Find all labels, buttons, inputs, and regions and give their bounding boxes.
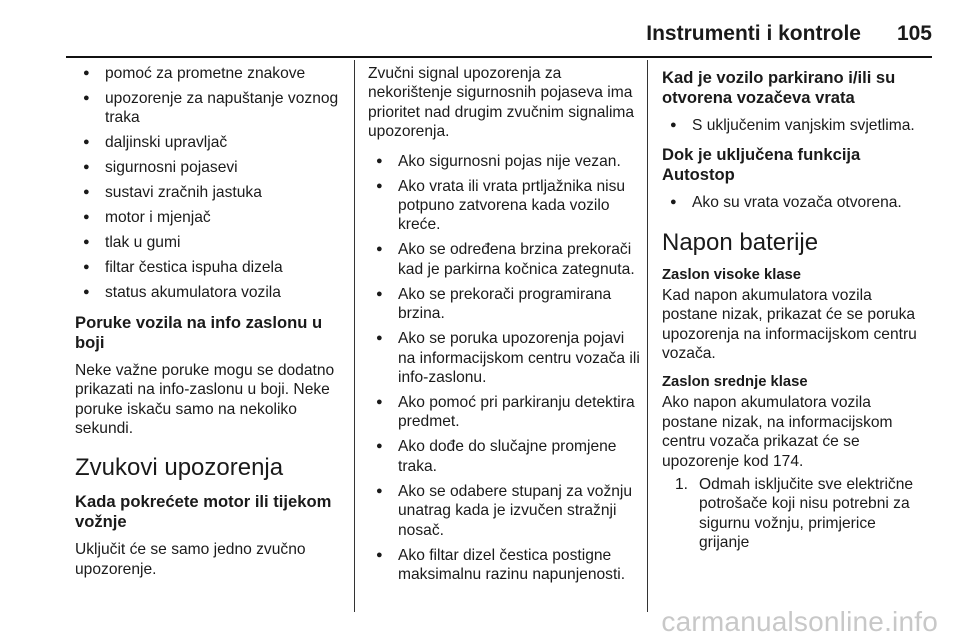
list-item: ● upozorenje za napuštanje voznog traka <box>75 89 347 128</box>
list-item: ● Ako su vrata vozača otvorena. <box>662 193 930 212</box>
list-item: ● Ako dođe do slučajne promjene traka. <box>368 437 640 476</box>
list-item: ● Ako se prekorači programirana brzina. <box>368 285 640 324</box>
list-item: ● Ako filtar dizel čestica postigne maksimalnu razinu napunjenosti. <box>368 546 640 585</box>
list-item: ● sustavi zračnih jastuka <box>75 183 347 202</box>
column-2 <box>368 64 640 590</box>
list-item: ● Ako sigurnosni pojas nije vezan. <box>368 152 640 171</box>
page-number: 105 <box>896 22 932 45</box>
col3-bullet-list-1 <box>662 116 930 135</box>
paragraph: Uključit će se samo jedno zvučno upozorenje. <box>75 541 306 578</box>
list-item: ● status akumulatora vozila <box>75 283 347 302</box>
list-item: ● sigurnosni pojasevi <box>75 158 347 177</box>
subheading-high-level-display: Zaslon visoke klase <box>662 266 802 283</box>
heading-parked: Kad je vozilo parkirano i/ili su otvorena vozačeva vrata <box>662 68 896 107</box>
column-1 <box>75 64 347 589</box>
heading-engine-start: Kada pokrećete motor ili tijekom vožnje <box>75 492 332 532</box>
col2-bullet-list <box>368 152 640 585</box>
step-text: Odmah isključite sve električne potrošače koji nisu potrebni za sigurnu vožnju, primjerice grijanje <box>699 476 914 552</box>
step-item <box>675 475 930 553</box>
list-item: ● motor i mjenjač <box>75 208 347 227</box>
list-item: ● S uključenim vanjskim svjetlima. <box>662 116 930 135</box>
page-header <box>646 14 932 54</box>
col1-bullet-list <box>75 64 347 303</box>
list-item: ● Ako vrata ili vrata prtljažnika nisu potpuno zatvorena kada vozilo kreće. <box>368 177 640 235</box>
section-title-warning-chimes: Zvukovi upozorenja <box>75 454 284 482</box>
col3-bullet-list-2 <box>662 193 930 212</box>
list-item: ● Ako se odabere stupanj za vožnju unatrag kada je izvučen stražnji nosač. <box>368 482 640 540</box>
step-number: 1. <box>675 476 689 494</box>
column-3 <box>662 64 930 553</box>
list-item: ● filtar čestica ispuha dizela <box>75 258 347 277</box>
column-divider-2 <box>647 60 648 612</box>
paragraph: Ako napon akumulatora vozila postane nizak, na informacijskom centru vozača prikazat će se upozorenje kod 174. <box>662 394 893 470</box>
list-item: ● Ako se određena brzina prekorači kad je parkirna kočnica zategnuta. <box>368 240 640 279</box>
column-divider-1 <box>354 60 355 612</box>
paragraph: Kad napon akumulatora vozila postane nizak, prikazat će se poruka upozorenja na informacijskom centru vozača. <box>662 286 917 363</box>
heading-vehicle-messages: Poruke vozila na info zaslonu u boji <box>75 312 323 352</box>
list-item: ● Ako pomoć pri parkiranju detektira predmet. <box>368 393 640 432</box>
paragraph: Neke važne poruke mogu se dodatno prikazati na info-zaslonu u boji. Neke poruke iskaču samo na nekoliko sekundi. <box>75 361 335 438</box>
list-item: ● Ako se poruka upozorenja pojavi na informacijskom centru vozača ili info-zaslonu. <box>368 329 640 387</box>
numbered-steps <box>662 475 930 553</box>
list-item: ● tlak u gumi <box>75 233 347 252</box>
heading-autostop: Dok je uključena funkcija Autostop <box>662 145 861 185</box>
list-item: ● pomoć za prometne znakove <box>75 64 347 83</box>
header-rule <box>66 56 932 58</box>
header-title: Instrumenti i kontrole <box>646 22 861 45</box>
paragraph: Zvučni signal upozorenja za nekorištenje sigurnosnih pojaseva ima prioritet nad drugim zvučnim signalima upozorenja. <box>368 65 635 141</box>
watermark: carmanualsonline.info <box>661 606 938 637</box>
list-item: ● daljinski upravljač <box>75 133 347 152</box>
subheading-mid-level-display: Zaslon srednje klase <box>662 374 808 391</box>
section-title-battery-voltage: Napon baterije <box>662 228 819 256</box>
